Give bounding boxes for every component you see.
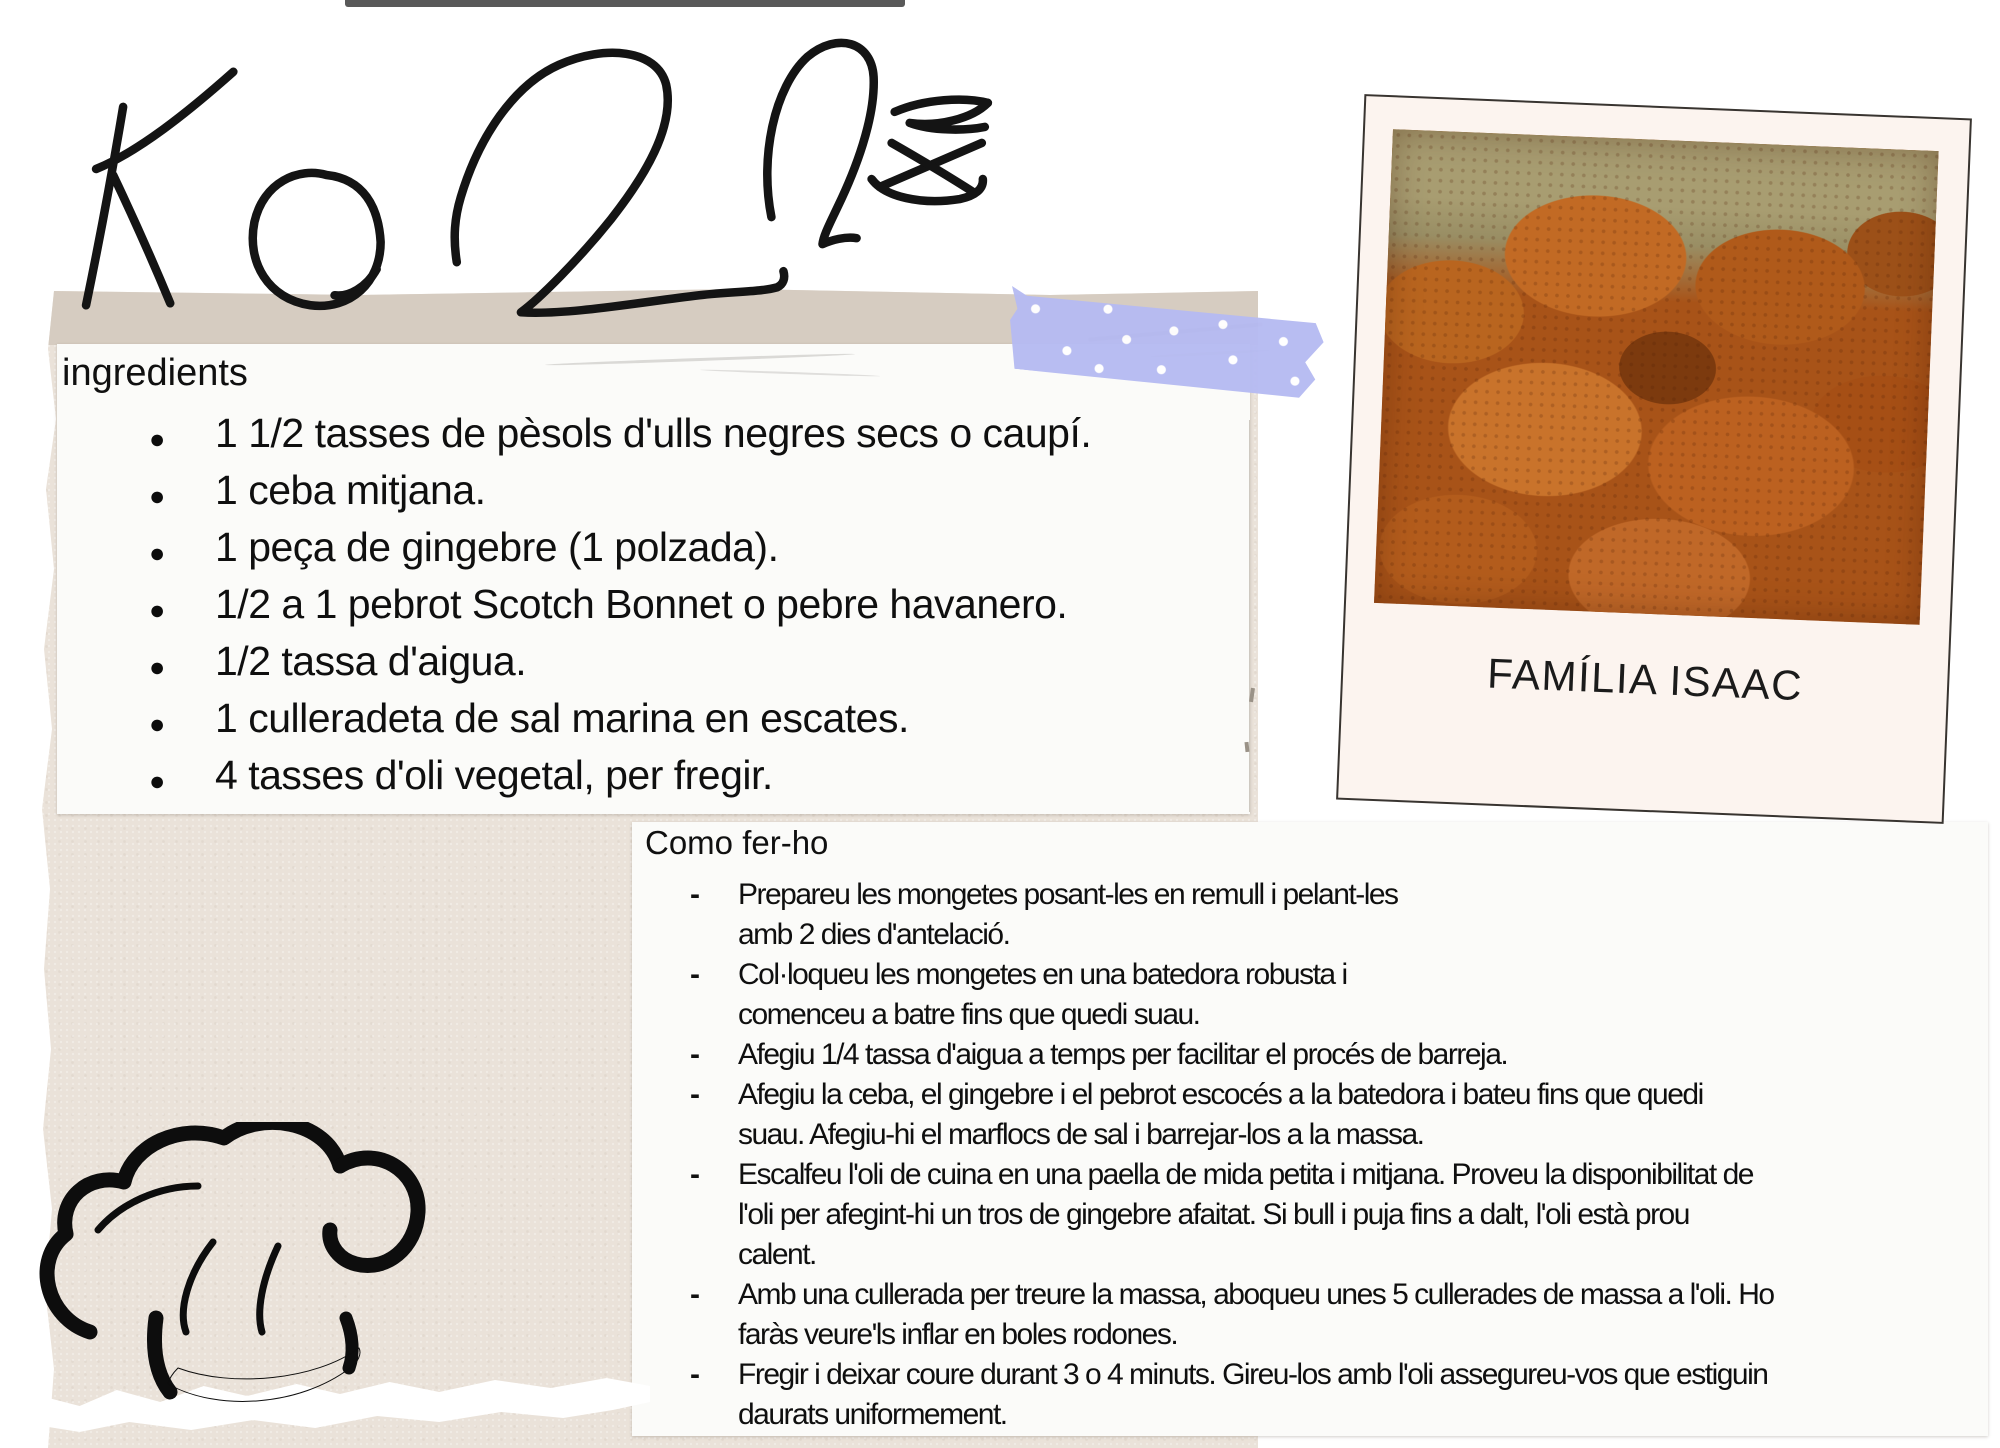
instructions-sheet — [632, 822, 1988, 1436]
instruction-line: - Fregir i deixar coure durant 3 o 4 minuts. Gireu-los amb l'oli assegureu-vos que estiguin — [690, 1358, 1768, 1391]
instruction-line: - Afegiu 1/4 tassa d'aigua a temps per facilitar el procés de barreja. — [690, 1038, 1508, 1071]
instruction-line: faràs veure'ls inflar en boles rodones. — [738, 1318, 1178, 1351]
bullet-icon: ● — [149, 538, 166, 568]
ingredient-item: 1 culleradeta de sal marina en escates. — [215, 695, 909, 741]
ingredients-title: ingredients — [62, 352, 248, 394]
instructions-title: Como fer-ho — [645, 824, 829, 861]
instruction-line: - Escalfeu l'oli de cuina en una paella de mida petita i mitjana. Proveu la disponibilitat de — [690, 1158, 1753, 1191]
instruction-line: - Prepareu les mongetes posant-les en remull i pelant-les — [690, 878, 1398, 911]
ingredient-item: 1 peça de gingebre (1 polzada). — [215, 524, 779, 570]
instruction-line: comenceu a batre fins que quedi suau. — [738, 998, 1200, 1031]
instruction-line: - Col·loqueu les mongetes en una batedora robusta i — [690, 958, 1347, 991]
ingredient-item: 1 1/2 tasses de pèsols d'ulls negres secs o caupí. — [215, 410, 1092, 456]
dash-bullet: - — [690, 1078, 700, 1111]
ingredient-item: 1/2 a 1 pebrot Scotch Bonnet o pebre havanero. — [215, 581, 1068, 627]
polaroid-caption: FAMÍLIA ISAAC — [1486, 649, 1804, 710]
instruction-line: l'oli per afegint-hi un tros de gingebre afaitat. Si bull i puja fins a dalt, l'oli està prou — [738, 1198, 1689, 1231]
dash-bullet: - — [690, 1278, 700, 1311]
dash-bullet: - — [690, 1358, 700, 1391]
instruction-line: - Afegiu la ceba, el gingebre i el pebrot escocés a la batedora i bateu fins que quedi — [690, 1078, 1703, 1111]
ingredients-sheet — [57, 344, 1250, 814]
dash-bullet: - — [690, 1158, 700, 1191]
dash-bullet: - — [690, 878, 700, 911]
bullet-icon: ● — [149, 709, 166, 739]
fritters-photo — [1374, 129, 1939, 625]
paper-edge-shadow — [1249, 420, 1250, 812]
instruction-line: daurats uniformement. — [738, 1398, 1007, 1431]
polaroid-frame — [1336, 94, 1972, 824]
bullet-icon: ● — [149, 766, 166, 796]
bullet-icon: ● — [149, 652, 166, 682]
instruction-line: suau. Afegiu-hi el marflocs de sal i barrejar-los a la massa. — [738, 1118, 1424, 1151]
instruction-line: calent. — [738, 1238, 816, 1271]
dash-bullet: - — [690, 958, 700, 991]
instruction-line: amb 2 dies d'antelació. — [738, 918, 1010, 951]
dash-bullet: - — [690, 1038, 700, 1071]
bullet-icon: ● — [149, 595, 166, 625]
bullet-icon: ● — [149, 424, 166, 454]
bullet-icon: ● — [149, 481, 166, 511]
ingredient-item: 4 tasses d'oli vegetal, per fregir. — [215, 752, 773, 798]
ingredient-item: 1 ceba mitjana. — [215, 467, 486, 513]
chef-hat-icon — [28, 1122, 448, 1422]
handwriting-scribble-icon — [58, 6, 1070, 328]
ingredient-item: 1/2 tassa d'aigua. — [215, 638, 527, 684]
instruction-line: - Amb una cullerada per treure la massa, aboqueu unes 5 cullerades de massa a l'oli. Ho — [690, 1278, 1774, 1311]
